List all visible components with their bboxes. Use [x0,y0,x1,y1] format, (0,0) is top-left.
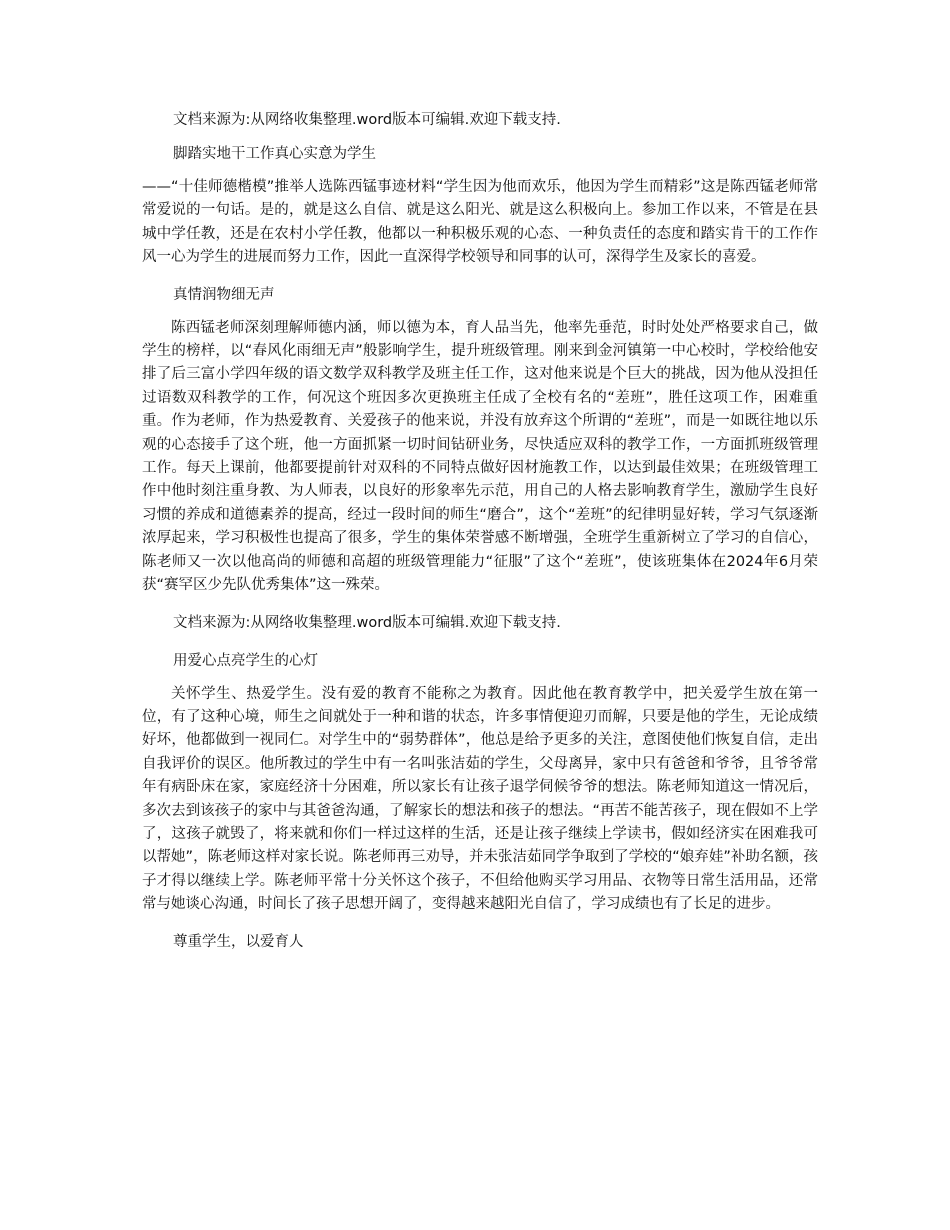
section-heading-1: 真情润物细无声 [173,286,275,303]
section-heading-2: 用爱心点亮学生的心灯 [173,652,318,669]
document-page [142,108,818,964]
section-heading-3: 尊重学生，以爱育人 [173,933,304,950]
section-body-2: 关怀学生、热爱学生。没有爱的教育不能称之为教育。因此他在教育教学中，把关爱学生放在第一位，有了这种心境，师生之间就处于一种和谐的状态，许多事情便迎刃而解，只要是他的学生，无论成绩好坏，他都做到一视同仁。对学生中的“弱势群体”，他总是给予更多的关注，意图使他们恢复自信，走出自我评价的误区。他所教过的学生中有一名叫张洁茹的学生，父母离异，家中只有爸爸和爷爷，且爷爷常年有病卧床在家，家庭经济十分困难，所以家长有让孩子退学伺候爷爷的想法。陈老师知道这一情况后，多次去到该孩子的家中与其爸爸沟通，了解家长的想法和孩子的想法。“再苦不能苦孩子，现在假如不上学了，这孩子就毁了，将来就和你们一样过这样的生活，还是让孩子继续上学读书，假如经济实在困难我可以帮她”，陈老师这样对家长说。陈老师再三劝导，并未张洁茹同学争取到了学校的“娘弃娃”补助名额，孩子才得以继续上学。陈老师平常十分关怀这个孩子，不但给他购买学习用品、衣物等日常生活用品，还常常与她谈心沟通，时间长了孩子思想开阔了，变得越来越阳光自信了，学习成绩也有了长足的进步。 [142,685,818,913]
intro-paragraph: ——“十佳师德楷模”推举人选陈西锰事迹材料“学生因为他而欢乐，他因为学生而精彩”这是陈西锰老师常常爱说的一句话。是的，就是这么自信、就是这么阳光、就是这么积极向上。参加工作以来，不管是在县城中学任教，还是在农村小学任教，他都以一种积极乐观的心态、一种负责任的态度和踏实肯干的工作作风一心为学生的进展而努力工作，因此一直深得学校领导和同事的认可，深得学生及家长的喜爱。 [142,179,818,266]
source-note: 文档来源为:从网络收集整理.word版本可编辑.欢迎下载支持. [173,112,561,128]
document-title: 脚踏实地干工作真心实意为学生 [173,146,376,162]
section-body-1: 陈西锰老师深刻理解师德内涵，师以德为本，育人品当先，他率先垂范，时时处处严格要求自己，做学生的榜样，以“春风化雨细无声”般影响学生，提升班级管理。刚来到金河镇第一中心校时，学校给他安排了后三富小学四年级的语文数学双科教学及班主任工作，这对他来说是个巨大的挑战，因为他从没担任过语数双科教学的工作，何况这个班因多次更换班主任成了全校有名的“差班”，胜任这项工作，困难重重。作为老师，作为热爱教育、关爱孩子的他来说，并没有放弃这个所谓的“差班”，而是一如既往地以乐观的心态接手了这个班，他一方面抓紧一切时间钻研业务，尽快适应双科的教学工作，一方面抓班级管理工作。每天上课前，他都要提前针对双科的不同特点做好因材施教工作，以达到最佳效果；在班级管理工作中他时刻注重身教、为人师表，以良好的形象率先示范，用自己的人格去影响教育学生，激励学生良好习惯的养成和道德素养的提高，经过一段时间的师生“磨合”，这个“差班”的纪律明显好转，学习气氛逐渐浓厚起来，学习积极性也提高了很多，学生的集体荣誉感不断增强，全班学生重新树立了学习的自信心，陈老师又一次以他高尚的师德和高超的班级管理能力“征服”了这个“差班”，使该班集体在2024年6月荣获“赛罕区少先队优秀集体”这一殊荣。 [142,319,818,594]
source-note-2: 文档来源为:从网络收集整理.word版本可编辑.欢迎下载支持. [173,614,561,631]
